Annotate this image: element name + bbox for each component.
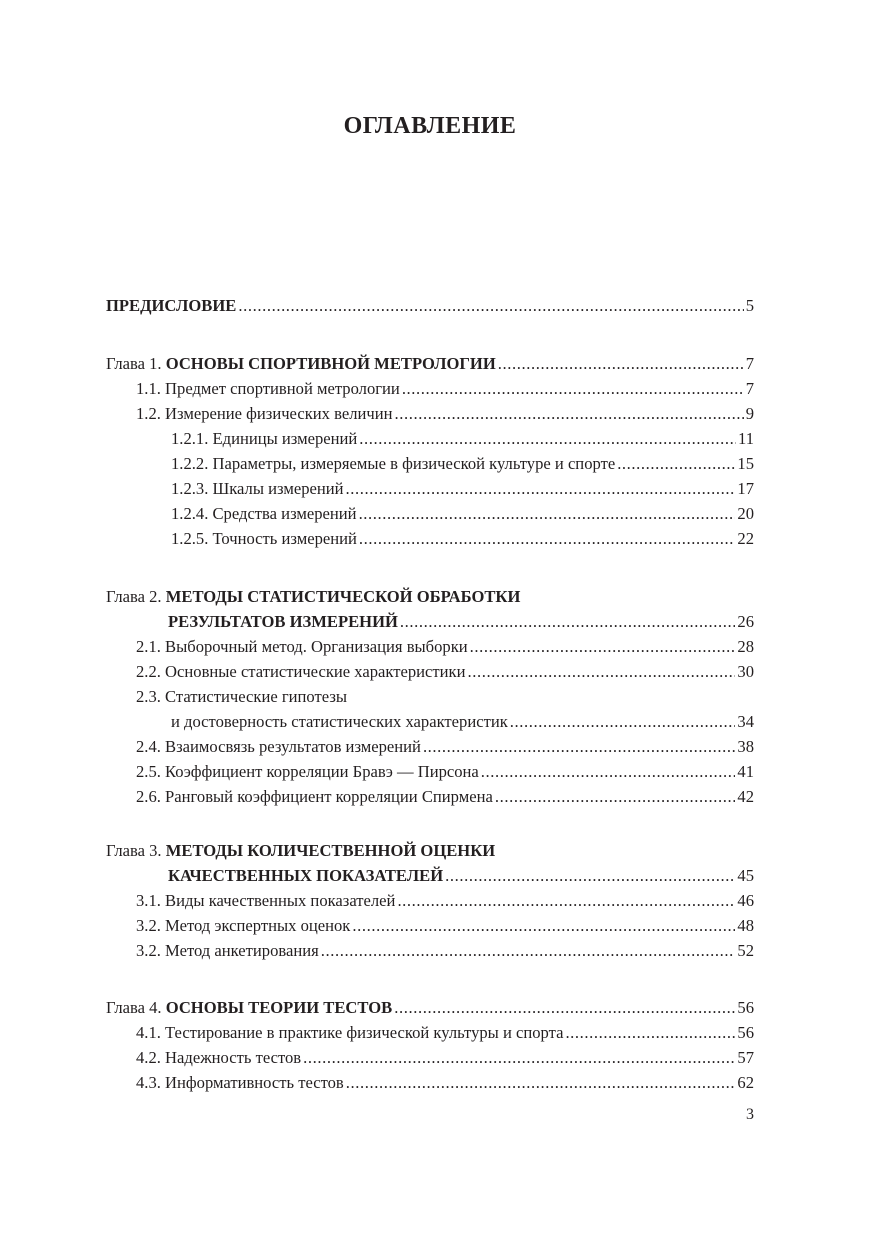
toc-page-number: 20 — [737, 504, 754, 523]
dot-leader — [617, 452, 735, 476]
toc-entry[interactable] — [171, 477, 754, 501]
toc-entry-label: 4.2. Надежность тестов — [136, 1048, 302, 1067]
dot-leader — [359, 427, 736, 451]
toc-entry[interactable] — [136, 914, 754, 938]
toc-page-number: 15 — [737, 454, 754, 473]
dot-leader — [238, 294, 743, 318]
toc-page-number: 56 — [737, 1023, 754, 1042]
dot-leader — [510, 710, 736, 734]
toc-entry-label: и достоверность статистических характеристик — [171, 712, 508, 731]
chapter-prefix: Глава 3. — [106, 841, 166, 860]
toc-page-number: 7 — [745, 379, 754, 398]
chapter-prefix: Глава 1. — [106, 354, 166, 373]
toc-entry[interactable] — [171, 527, 754, 551]
toc-entry-label: 1.2.3. Шкалы измерений — [171, 479, 344, 498]
dot-leader — [397, 889, 735, 913]
toc-entry-label: 1.2.5. Точность измерений — [171, 529, 357, 548]
toc-entry-label: 3.2. Метод анкетирования — [136, 941, 319, 960]
chapter-title: МЕТОДЫ СТАТИСТИЧЕСКОЙ ОБРАБОТКИ — [165, 587, 521, 606]
toc-entry-chapter-2-heading[interactable] — [106, 585, 520, 609]
toc-entry-preface[interactable] — [106, 294, 754, 318]
toc-page-number: 17 — [737, 479, 754, 498]
toc-page-number: 48 — [737, 916, 754, 935]
toc-entry[interactable] — [136, 1046, 754, 1070]
dot-leader — [346, 477, 736, 501]
toc-entry[interactable] — [171, 710, 754, 734]
chapter-title: МЕТОДЫ КОЛИЧЕСТВЕННОЙ ОЦЕНКИ — [165, 841, 496, 860]
dot-leader — [346, 1071, 736, 1095]
toc-entry[interactable] — [136, 785, 754, 809]
toc-entry[interactable] — [136, 939, 754, 963]
toc-entry-label: 1.1. Предмет спортивной метрологии — [136, 379, 400, 398]
toc-entry[interactable] — [136, 1021, 754, 1045]
toc-page-number: 7 — [745, 354, 754, 373]
dot-leader — [467, 660, 735, 684]
toc-page-number: 9 — [745, 404, 754, 423]
toc-entry-chapter-1[interactable] — [106, 352, 754, 376]
toc-page-number: 57 — [737, 1048, 754, 1067]
dot-leader — [352, 914, 735, 938]
toc-page-number: 38 — [737, 737, 754, 756]
toc-entry[interactable] — [136, 735, 754, 759]
dot-leader — [565, 1021, 735, 1045]
dot-leader — [359, 502, 736, 526]
toc-entry[interactable] — [171, 502, 754, 526]
toc-entry-label: 1.2. Измерение физических величин — [136, 404, 393, 423]
chapter-title: ОСНОВЫ СПОРТИВНОЙ МЕТРОЛОГИИ — [165, 354, 496, 373]
toc-page-number: 34 — [737, 712, 754, 731]
toc-entry[interactable] — [136, 1071, 754, 1095]
toc-entry-label: 2.1. Выборочный метод. Организация выборки — [136, 637, 468, 656]
chapter-title: ОСНОВЫ ТЕОРИИ ТЕСТОВ — [165, 998, 393, 1017]
toc-page-number: 62 — [737, 1073, 754, 1092]
toc-entry-chapter-2[interactable] — [168, 610, 754, 634]
dot-leader — [400, 610, 736, 634]
toc-page-number: 5 — [745, 296, 754, 315]
toc-entry-chapter-3-heading[interactable] — [106, 839, 495, 863]
dot-leader — [495, 785, 736, 809]
toc-page-number: 22 — [737, 529, 754, 548]
toc-page-number: 46 — [737, 891, 754, 910]
toc-entry-first-line[interactable]: 2.3. Статистические гипотезы — [136, 687, 348, 706]
toc-entry-label: 3.1. Виды качественных показателей — [136, 891, 396, 910]
toc-entry[interactable] — [136, 660, 754, 684]
toc-entry-label: 2.6. Ранговый коэффициент корреляции Спирмена — [136, 787, 493, 806]
toc-entry[interactable] — [136, 760, 754, 784]
toc-entry-label: ПРЕДИСЛОВИЕ — [106, 296, 237, 315]
toc-entry-label: 2.2. Основные статистические характеристики — [136, 662, 466, 681]
dot-leader — [481, 760, 736, 784]
toc-entry[interactable] — [136, 377, 754, 401]
toc-entry-label: 4.3. Информативность тестов — [136, 1073, 344, 1092]
page-title: ОГЛАВЛЕНИЕ — [343, 113, 517, 139]
toc-entry-chapter-3[interactable] — [168, 864, 754, 888]
toc-page-number: 11 — [738, 429, 754, 448]
dot-leader — [394, 402, 743, 426]
toc-entry[interactable] — [171, 427, 754, 451]
toc-page-number: 30 — [737, 662, 754, 681]
toc-page-number: 26 — [737, 612, 754, 631]
dot-leader — [402, 377, 744, 401]
toc-entry-label: 3.2. Метод экспертных оценок — [136, 916, 351, 935]
chapter-title: КАЧЕСТВЕННЫХ ПОКАЗАТЕЛЕЙ — [168, 866, 444, 885]
chapter-prefix: Глава 2. — [106, 587, 166, 606]
toc-entry-label: 1.2.4. Средства измерений — [171, 504, 357, 523]
toc-entry-label: 1.2.2. Параметры, измеряемые в физической культуре и спорте — [171, 454, 616, 473]
toc-page-number: 52 — [737, 941, 754, 960]
chapter-title: РЕЗУЛЬТАТОВ ИЗМЕРЕНИЙ — [168, 612, 398, 631]
dot-leader — [394, 996, 735, 1020]
dot-leader — [359, 527, 736, 551]
toc-page-number: 56 — [737, 998, 754, 1017]
toc-entry-label: 2.4. Взаимосвязь результатов измерений — [136, 737, 421, 756]
toc-page-number: 42 — [737, 787, 754, 806]
toc-entry-label: 2.5. Коэффициент корреляции Бравэ — Пирсона — [136, 762, 479, 781]
dot-leader — [303, 1046, 735, 1070]
dot-leader — [321, 939, 736, 963]
toc-entry[interactable] — [136, 402, 754, 426]
toc-page-number: 45 — [737, 866, 754, 885]
toc-page-number: 41 — [737, 762, 754, 781]
toc-entry[interactable] — [136, 889, 754, 913]
toc-entry-label: 1.2.1. Единицы измерений — [171, 429, 358, 448]
toc-entry[interactable] — [171, 452, 754, 476]
chapter-prefix: Глава 4. — [106, 998, 166, 1017]
toc-entry[interactable] — [136, 635, 754, 659]
dot-leader — [423, 735, 735, 759]
toc-entry-label: 4.1. Тестирование в практике физической культуры и спорта — [136, 1023, 564, 1042]
toc-entry-chapter-4[interactable] — [106, 996, 754, 1020]
dot-leader — [445, 864, 735, 888]
page-number: 3 — [746, 1106, 754, 1123]
dot-leader — [470, 635, 736, 659]
dot-leader — [498, 352, 744, 376]
toc-page-number: 28 — [737, 637, 754, 656]
